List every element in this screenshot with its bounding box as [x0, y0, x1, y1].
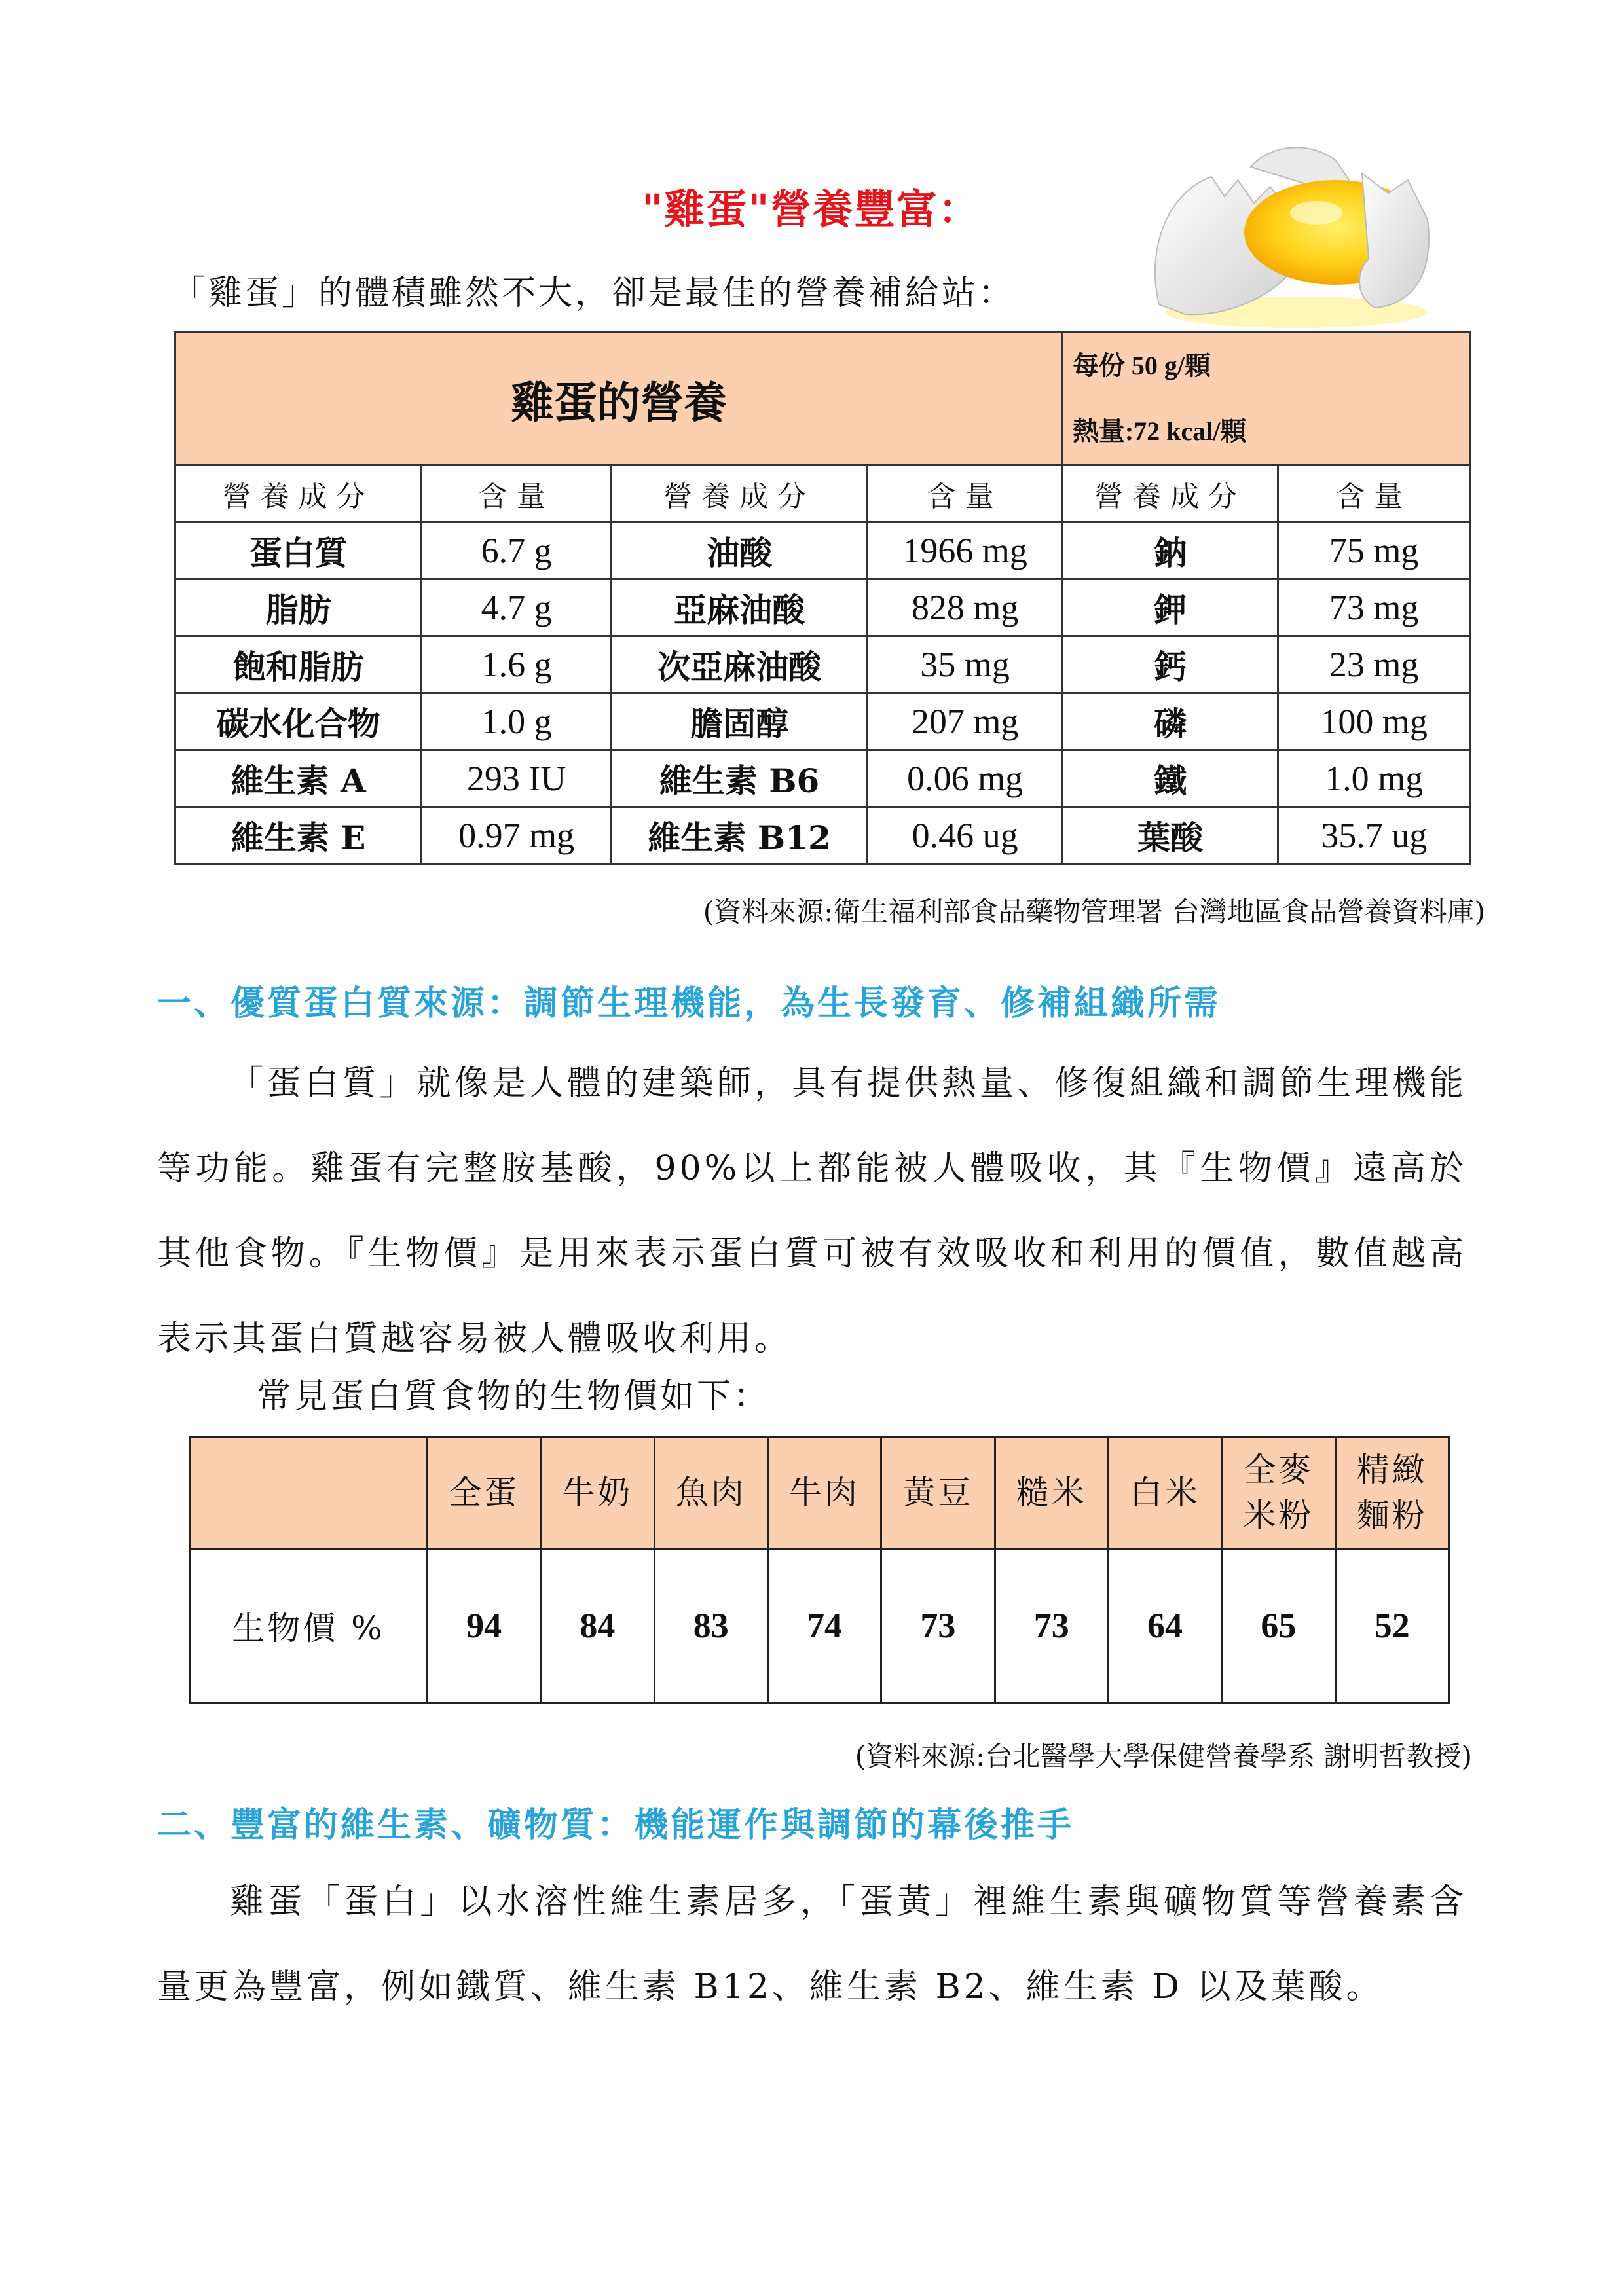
- biological-value-cell: 73: [995, 1549, 1108, 1703]
- nutrient-amount: 100 mg: [1278, 693, 1470, 750]
- nutrient-name: 蛋白質: [175, 522, 422, 579]
- food-name-line1: 魚肉: [675, 1474, 747, 1512]
- food-name-cell: [1222, 1437, 1335, 1549]
- section1-paragraph-text: 「蛋白質」就像是人體的建築師，具有提供熱量、修復組織和調節生理機能等功能。雞蛋有完整胺基酸，90%以上都能被人體吸收，其『生物價』遠高於其他食物。『生物價』是用來表示蛋白質可被有效吸收和利用的價值，數值越高表示其蛋白質越容易被人體吸收利用。: [157, 1064, 1467, 1358]
- nutrient-amount: 0.97 mg: [422, 807, 612, 864]
- nutrition-table-title: 雞蛋的營養: [175, 333, 1063, 465]
- nutrient-amount: 207 mg: [868, 693, 1063, 750]
- biological-value-source-note: (資料來源:台北醫學大學保健營養學系 謝明哲教授): [855, 1740, 1472, 1772]
- nutrient-amount: 6.7 g: [422, 522, 612, 579]
- nutrient-name: 維生素 B6: [611, 750, 867, 807]
- nutrition-row: [175, 750, 1470, 807]
- biological-value-cell: 84: [541, 1549, 654, 1703]
- food-name-cell: [541, 1437, 654, 1549]
- column-header-amount: 含量: [1278, 465, 1470, 522]
- nutrition-row: [175, 807, 1470, 864]
- biological-value-cell: 65: [1222, 1549, 1335, 1703]
- food-name-line1: 全蛋: [449, 1474, 520, 1512]
- column-header-amount: 含量: [868, 465, 1063, 522]
- nutrient-name: 次亞麻油酸: [611, 636, 867, 693]
- nutrient-name: 鈉: [1062, 522, 1278, 579]
- nutrient-amount: 4.7 g: [422, 579, 612, 636]
- food-name-line1: 全麥: [1243, 1451, 1314, 1489]
- calories: 熱量:72 kcal/顆: [1072, 416, 1247, 446]
- nutrient-name: 飽和脂肪: [175, 636, 422, 693]
- food-name-line1: 牛奶: [562, 1474, 633, 1512]
- nutrition-serving-info: [1062, 333, 1469, 465]
- biological-value-cell: 73: [881, 1549, 995, 1703]
- food-name-line2: 米粉: [1243, 1497, 1314, 1535]
- biological-value-row: [190, 1549, 1449, 1703]
- nutrient-name: 鉀: [1062, 579, 1278, 636]
- intro-text: 「雞蛋」的體積雖然不大，卻是最佳的營養補給站：: [172, 274, 1016, 313]
- nutrient-name: 脂肪: [175, 579, 422, 636]
- food-name-cell: [995, 1437, 1108, 1549]
- nutrition-row: [175, 636, 1470, 693]
- nutrient-amount: 35 mg: [868, 636, 1063, 693]
- column-header-name: 營養成分: [611, 465, 867, 522]
- food-name-cell: [654, 1437, 767, 1549]
- column-header-name: 營養成分: [1062, 465, 1278, 522]
- nutrient-amount: 1.0 mg: [1278, 750, 1470, 807]
- nutrition-row: [175, 522, 1470, 579]
- nutrient-name: 維生素 E: [175, 807, 422, 864]
- nutrient-name: 鐵: [1062, 750, 1278, 807]
- nutrient-amount: 0.06 mg: [868, 750, 1063, 807]
- nutrient-amount: 75 mg: [1278, 522, 1470, 579]
- nutrient-name: 磷: [1062, 693, 1278, 750]
- nutrient-amount: 828 mg: [868, 579, 1063, 636]
- nutrition-row: [175, 579, 1470, 636]
- food-name-line2: 麵粉: [1356, 1497, 1428, 1535]
- header-blank-cell: [190, 1437, 428, 1549]
- biological-value-table: [189, 1436, 1450, 1704]
- page-title: "雞蛋"營養豐富：: [642, 185, 980, 233]
- nutrition-column-headers: [175, 465, 1470, 522]
- biological-value-header-row: [190, 1437, 1449, 1549]
- section2-paragraph: [157, 1859, 1467, 2030]
- nutrient-name: 油酸: [611, 522, 867, 579]
- food-name-cell: [427, 1437, 540, 1549]
- nutrient-name: 亞麻油酸: [611, 579, 867, 636]
- nutrient-name: 膽固醇: [611, 693, 867, 750]
- food-name-line1: 精緻: [1356, 1451, 1428, 1489]
- nutrient-name: 維生素 A: [175, 750, 422, 807]
- biological-value-label: 生物價 %: [190, 1549, 428, 1703]
- section1-paragraph: [157, 1041, 1467, 1381]
- food-name-cell: [881, 1437, 995, 1549]
- nutrient-amount: 0.46 ug: [868, 807, 1063, 864]
- column-header-name: 營養成分: [175, 465, 422, 522]
- section1-heading: 一、優質蛋白質來源：調節生理機能，為生長發育、修補組織所需: [157, 983, 1221, 1023]
- nutrient-amount: 73 mg: [1278, 579, 1470, 636]
- food-name-line1: 牛肉: [789, 1474, 860, 1512]
- section2-paragraph-text: 雞蛋「蛋白」以水溶性維生素居多，「蛋黃」裡維生素與礦物質等營養素含量更為豐富，例如鐵質、維生素 B12、維生素 B2、維生素 D 以及葉酸。: [157, 1882, 1467, 2007]
- food-name-cell: [767, 1437, 881, 1549]
- food-name-cell: [1108, 1437, 1221, 1549]
- food-name-line1: 糙米: [1016, 1474, 1087, 1512]
- nutrient-name: 鈣: [1062, 636, 1278, 693]
- nutrition-row: [175, 693, 1470, 750]
- biological-value-cell: 94: [427, 1549, 540, 1703]
- food-name-line1: 黃豆: [902, 1474, 974, 1512]
- biological-value-cell: 64: [1108, 1549, 1221, 1703]
- food-name-cell: [1335, 1437, 1449, 1549]
- cracked-egg-illustration: [1139, 141, 1441, 337]
- nutrient-name: 葉酸: [1062, 807, 1278, 864]
- biological-value-cell: 52: [1335, 1549, 1449, 1703]
- biological-value-cell: 83: [654, 1549, 767, 1703]
- serving-size: 每份 50 g/顆: [1072, 351, 1211, 380]
- section2-heading: 二、豐富的維生素、礦物質：機能運作與調節的幕後推手: [157, 1805, 1075, 1845]
- nutrient-amount: 35.7 ug: [1278, 807, 1470, 864]
- biological-value-cell: 74: [767, 1549, 881, 1703]
- nutrient-amount: 1966 mg: [868, 522, 1063, 579]
- nutrition-source-note: (資料來源:衛生福利部食品藥物管理署 台灣地區食品營養資料庫): [703, 896, 1485, 928]
- nutrient-amount: 1.0 g: [422, 693, 612, 750]
- nutrient-amount: 1.6 g: [422, 636, 612, 693]
- nutrient-amount: 23 mg: [1278, 636, 1470, 693]
- column-header-amount: 含量: [422, 465, 612, 522]
- nutrient-name: 維生素 B12: [611, 807, 867, 864]
- nutrient-name: 碳水化合物: [175, 693, 422, 750]
- biological-value-lead-text: 常見蛋白質食物的生物價如下：: [257, 1377, 771, 1416]
- nutrient-amount: 293 IU: [422, 750, 612, 807]
- egg-nutrition-table: [174, 331, 1471, 865]
- food-name-line1: 白米: [1130, 1474, 1201, 1512]
